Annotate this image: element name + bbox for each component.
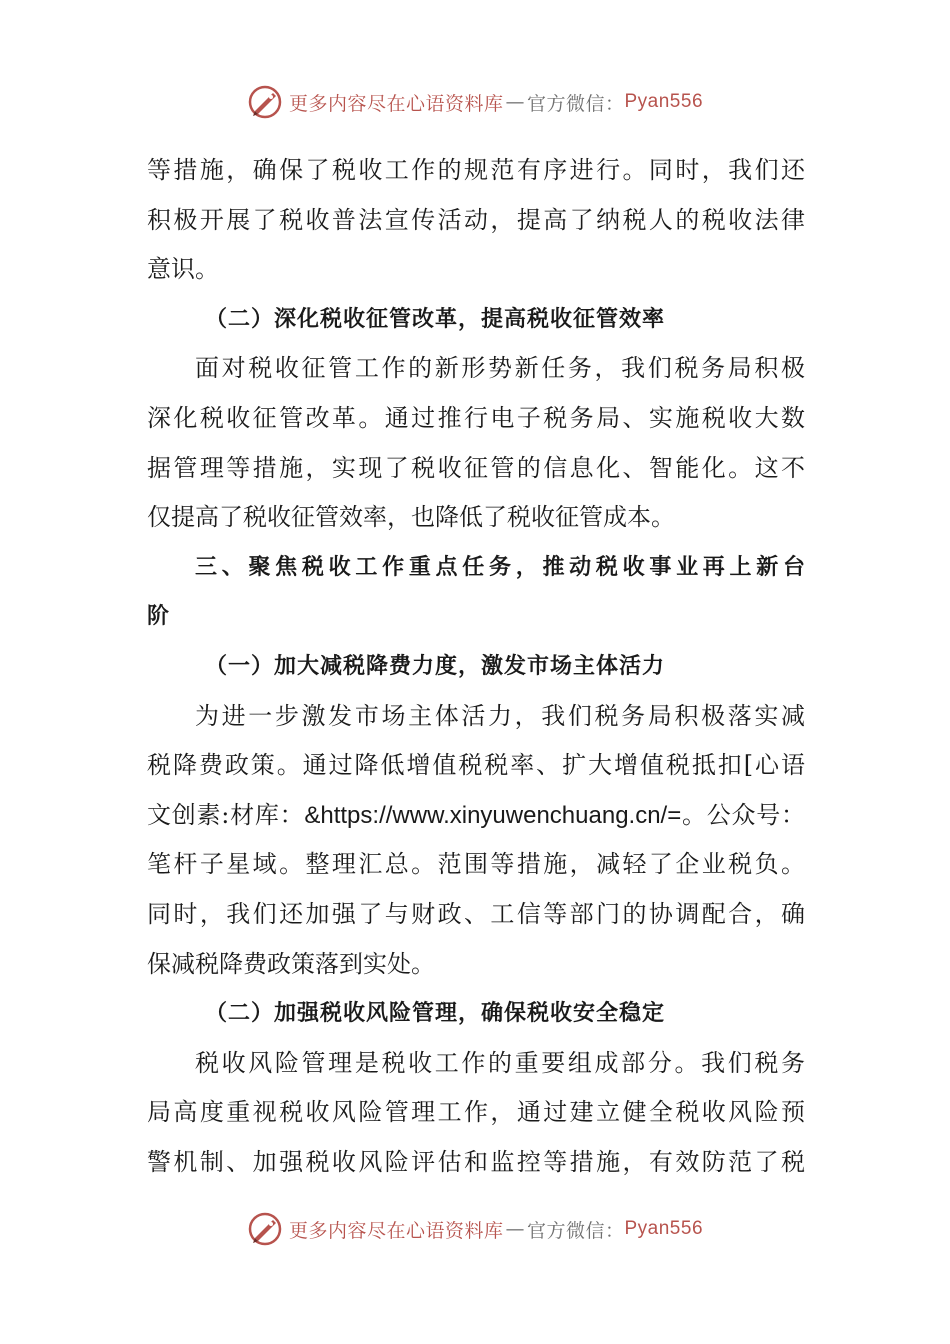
banner-brand: 更多内容尽在心语资料库 [288, 1219, 504, 1242]
paragraph-line: 警机制、加强税收风险评估和监控等措施，有效防范了税 [147, 1147, 805, 1176]
paragraph-line: 积极开展了税收普法宣传活动，提高了纳税人的税收法律 [147, 205, 805, 234]
banner-dash: — [505, 91, 525, 113]
paragraph-line: 深化税收征管改革。通过推行电子税务局、实施税收大数 [147, 403, 805, 432]
paragraph-line [147, 791, 805, 841]
paragraph-line: 面对税收征管工作的新形势新任务，我们税务局积极 [195, 354, 805, 383]
subheading: （二）深化税收征管改革，提高税收征管效率 [205, 306, 666, 332]
document-body [147, 146, 805, 1187]
paragraph-line: 仅提高了税收征管效率，也降低了税收征管成本。 [147, 503, 675, 532]
paragraph-line: 保减税降费政策落到实处。 [147, 949, 435, 978]
paragraph-line: 据管理等措施，实现了税收征管的信息化、智能化。这不 [147, 453, 805, 482]
paragraph-line: 局高度重视税收风险管理工作，通过建立健全税收风险预 [147, 1098, 805, 1127]
paragraph-line: 税收风险管理是税收工作的重要组成部分。我们税务 [195, 1048, 805, 1077]
paragraph-line: 意识。 [147, 255, 219, 284]
banner-account: Pyan556 [624, 1218, 704, 1239]
paragraph-line: 为进一步激发市场主体活力，我们税务局积极落实减 [195, 701, 805, 730]
banner-account: Pyan556 [624, 91, 704, 112]
pen-logo-icon [247, 84, 283, 120]
subheading: （一）加大减税降费力度，激发市场主体活力 [205, 653, 666, 679]
source-url: &https://www.xinyuwenchuang.cn/= [304, 801, 682, 829]
paragraph-line: 税降费政策。通过降低增值税税率、扩大增值税抵扣[心语 [147, 751, 805, 780]
source-label: 文创素:材库： [147, 800, 305, 829]
banner-dash: — [505, 1218, 525, 1240]
paragraph-line: 等措施，确保了税收工作的规范有序进行。同时，我们还 [147, 156, 805, 184]
banner-wechat-label: 官方微信： [526, 92, 625, 115]
banner-wechat-label: 官方微信： [526, 1219, 625, 1242]
section-heading-continued: 阶 [147, 604, 170, 630]
paragraph-line: 笔杆子星域。整理汇总。范围等措施，减轻了企业税负。 [147, 850, 805, 879]
pen-logo-icon [247, 1211, 283, 1247]
subheading: （二）加强税收风险管理，确保税收安全稳定 [205, 1001, 666, 1027]
paragraph-line: 同时，我们还加强了与财政、工信等部门的协调配合，确 [147, 899, 805, 928]
header-banner [0, 82, 950, 122]
account-label: 。公众号： [681, 800, 805, 829]
footer-banner [0, 1209, 950, 1249]
section-heading: 三、聚焦税收工作重点任务，推动税收事业再上新台 [195, 554, 805, 580]
banner-brand: 更多内容尽在心语资料库 [288, 92, 504, 115]
